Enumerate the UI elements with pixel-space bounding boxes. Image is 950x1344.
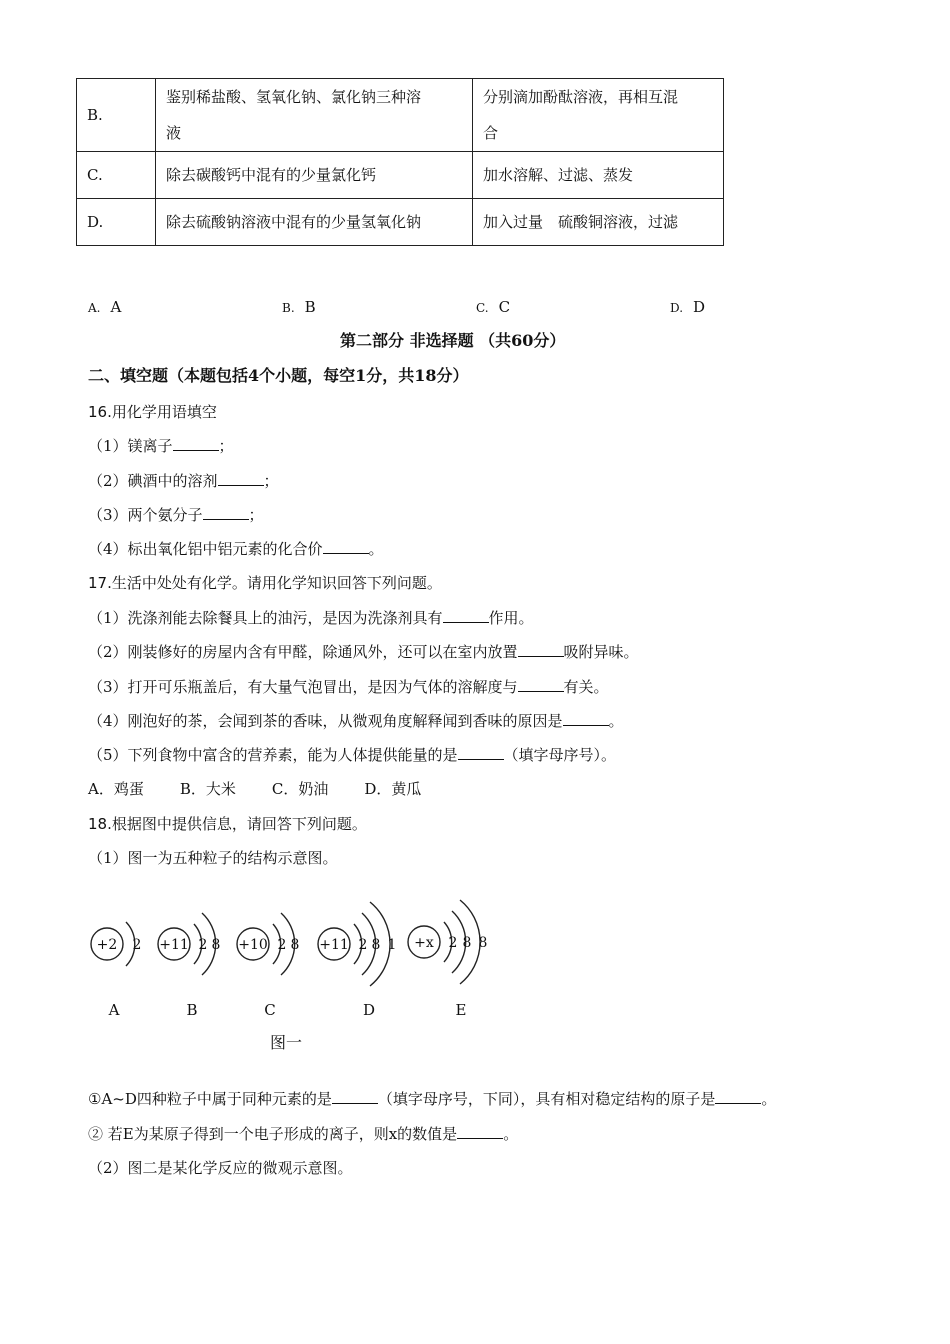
q17-item: （2）刚装修好的房屋内含有甲醛，除通风外，还可以在室内放置 吸附异味。 — [88, 643, 639, 661]
option-c: C．奶油 — [271, 780, 329, 798]
q16-title: 16.用化学用语填空 — [88, 403, 217, 421]
q17-item: （1）洗涤剂能去除餐具上的油污，是因为洗涤剂具有 作用。 — [88, 609, 534, 627]
shell-e-3: 8 — [478, 935, 488, 951]
nucleus-b: +11 — [159, 937, 189, 953]
answer-blank[interactable] — [458, 745, 504, 760]
shell-d-2: 8 — [371, 937, 381, 953]
answer-blank[interactable] — [443, 608, 489, 623]
row-label: C. — [77, 152, 156, 199]
table-row — [77, 152, 724, 199]
options-table — [76, 78, 724, 246]
nucleus-c: +10 — [238, 937, 268, 953]
table-row — [77, 199, 724, 246]
answer-blank[interactable] — [323, 539, 369, 554]
nucleus-e: +x — [414, 935, 434, 951]
shell-a-1: 2 — [132, 937, 142, 953]
option-a: A．鸡蛋 — [88, 780, 144, 798]
section2-title: 二、填空题（本题包括4个小题，每空1分，共18分） — [88, 366, 469, 385]
q18-sub2: （2）图二是某化学反应的微观示意图。 — [88, 1159, 353, 1177]
shell-d-1: 2 — [358, 937, 368, 953]
q17-item: （3）打开可乐瓶盖后，有大量气泡冒出，是因为气体的溶解度与 有关。 — [88, 678, 609, 696]
option-b: B．大米 — [179, 780, 236, 798]
nucleus-a: +2 — [96, 937, 118, 953]
table-row — [77, 79, 724, 152]
answer-blank[interactable] — [518, 642, 564, 657]
particle-label-a: A — [108, 1001, 120, 1019]
shell-b-2: 8 — [211, 937, 221, 953]
row-label: B. — [77, 79, 156, 152]
answer-blank[interactable] — [457, 1124, 503, 1139]
answer-blank[interactable] — [518, 677, 564, 692]
q17-item: （5）下列食物中富含的营养素，能为人体提供能量的是 （填字母序号）。 — [88, 746, 617, 764]
shell-d-3: 1 — [387, 937, 397, 953]
row-method: 加水溶解、过滤、蒸发 — [473, 152, 724, 199]
shell-c-1: 2 — [277, 937, 287, 953]
shell-e-2: 8 — [462, 935, 472, 951]
q18-question-2: ② 若E为某原子得到一个电子形成的离子，则x的数值是 。 — [88, 1125, 519, 1143]
q16-item: （1）镁离子 ； — [88, 437, 234, 455]
figure-caption: 图一 — [269, 1033, 303, 1052]
choice-c[interactable]: C. C — [476, 298, 511, 316]
choice-a[interactable]: A. A — [88, 298, 122, 316]
atom-structure-figure — [80, 880, 510, 1060]
row-item: 鉴别稀盐酸、氢氧化钠、氯化钠三种溶 液 — [156, 79, 473, 152]
shell-b-1: 2 — [198, 937, 208, 953]
answer-blank[interactable] — [203, 505, 249, 520]
particle-label-b: B — [186, 1001, 198, 1019]
shell-c-2: 8 — [290, 937, 300, 953]
q16-item: （3）两个氨分子 ； — [88, 506, 264, 524]
q17-title: 17.生活中处处有化学。请用化学知识回答下列问题。 — [88, 574, 442, 592]
q16-item: （4）标出氧化铝中铝元素的化合价 。 — [88, 540, 384, 558]
answer-blank[interactable] — [218, 471, 264, 486]
row-item: 除去碳酸钙中混有的少量氯化钙 — [156, 152, 473, 199]
nucleus-d: +11 — [319, 937, 349, 953]
row-item: 除去硫酸钠溶液中混有的少量氢氧化钠 — [156, 199, 473, 246]
particle-label-e: E — [455, 1001, 467, 1019]
row-method: 分别滴加酚酞溶液，再相互混 合 — [473, 79, 724, 152]
choice-b[interactable]: B. B — [282, 298, 316, 316]
particle-label-d: D — [362, 1001, 376, 1019]
part2-title: 第二部分 非选择题 （共60分） — [340, 331, 566, 350]
answer-blank[interactable] — [332, 1089, 378, 1104]
row-label: D. — [77, 199, 156, 246]
choice-d[interactable]: D. D — [670, 298, 706, 316]
q17-item: （4）刚泡好的茶，会闻到茶的香味，从微观角度解释闻到香味的原因是 。 — [88, 712, 624, 730]
q17-options — [88, 779, 421, 799]
answer-blank[interactable] — [715, 1089, 761, 1104]
shell-e-1: 2 — [448, 935, 458, 951]
q18-sub1: （1）图一为五种粒子的结构示意图。 — [88, 849, 338, 867]
answer-blank[interactable] — [563, 711, 609, 726]
particle-label-c: C — [264, 1001, 276, 1019]
q16-item: （2）碘酒中的溶剂 ； — [88, 472, 279, 490]
answer-blank[interactable] — [173, 436, 219, 451]
row-method: 加入过量 硫酸铜溶液，过滤 — [473, 199, 724, 246]
q18-question-1: ①A~D四种粒子中属于同种元素的是 （填字母序号，下同），具有相对稳定结构的原子是 。 — [88, 1090, 777, 1108]
option-d: D．黄瓜 — [364, 780, 422, 798]
q18-title: 18.根据图中提供信息，请回答下列问题。 — [88, 815, 367, 833]
